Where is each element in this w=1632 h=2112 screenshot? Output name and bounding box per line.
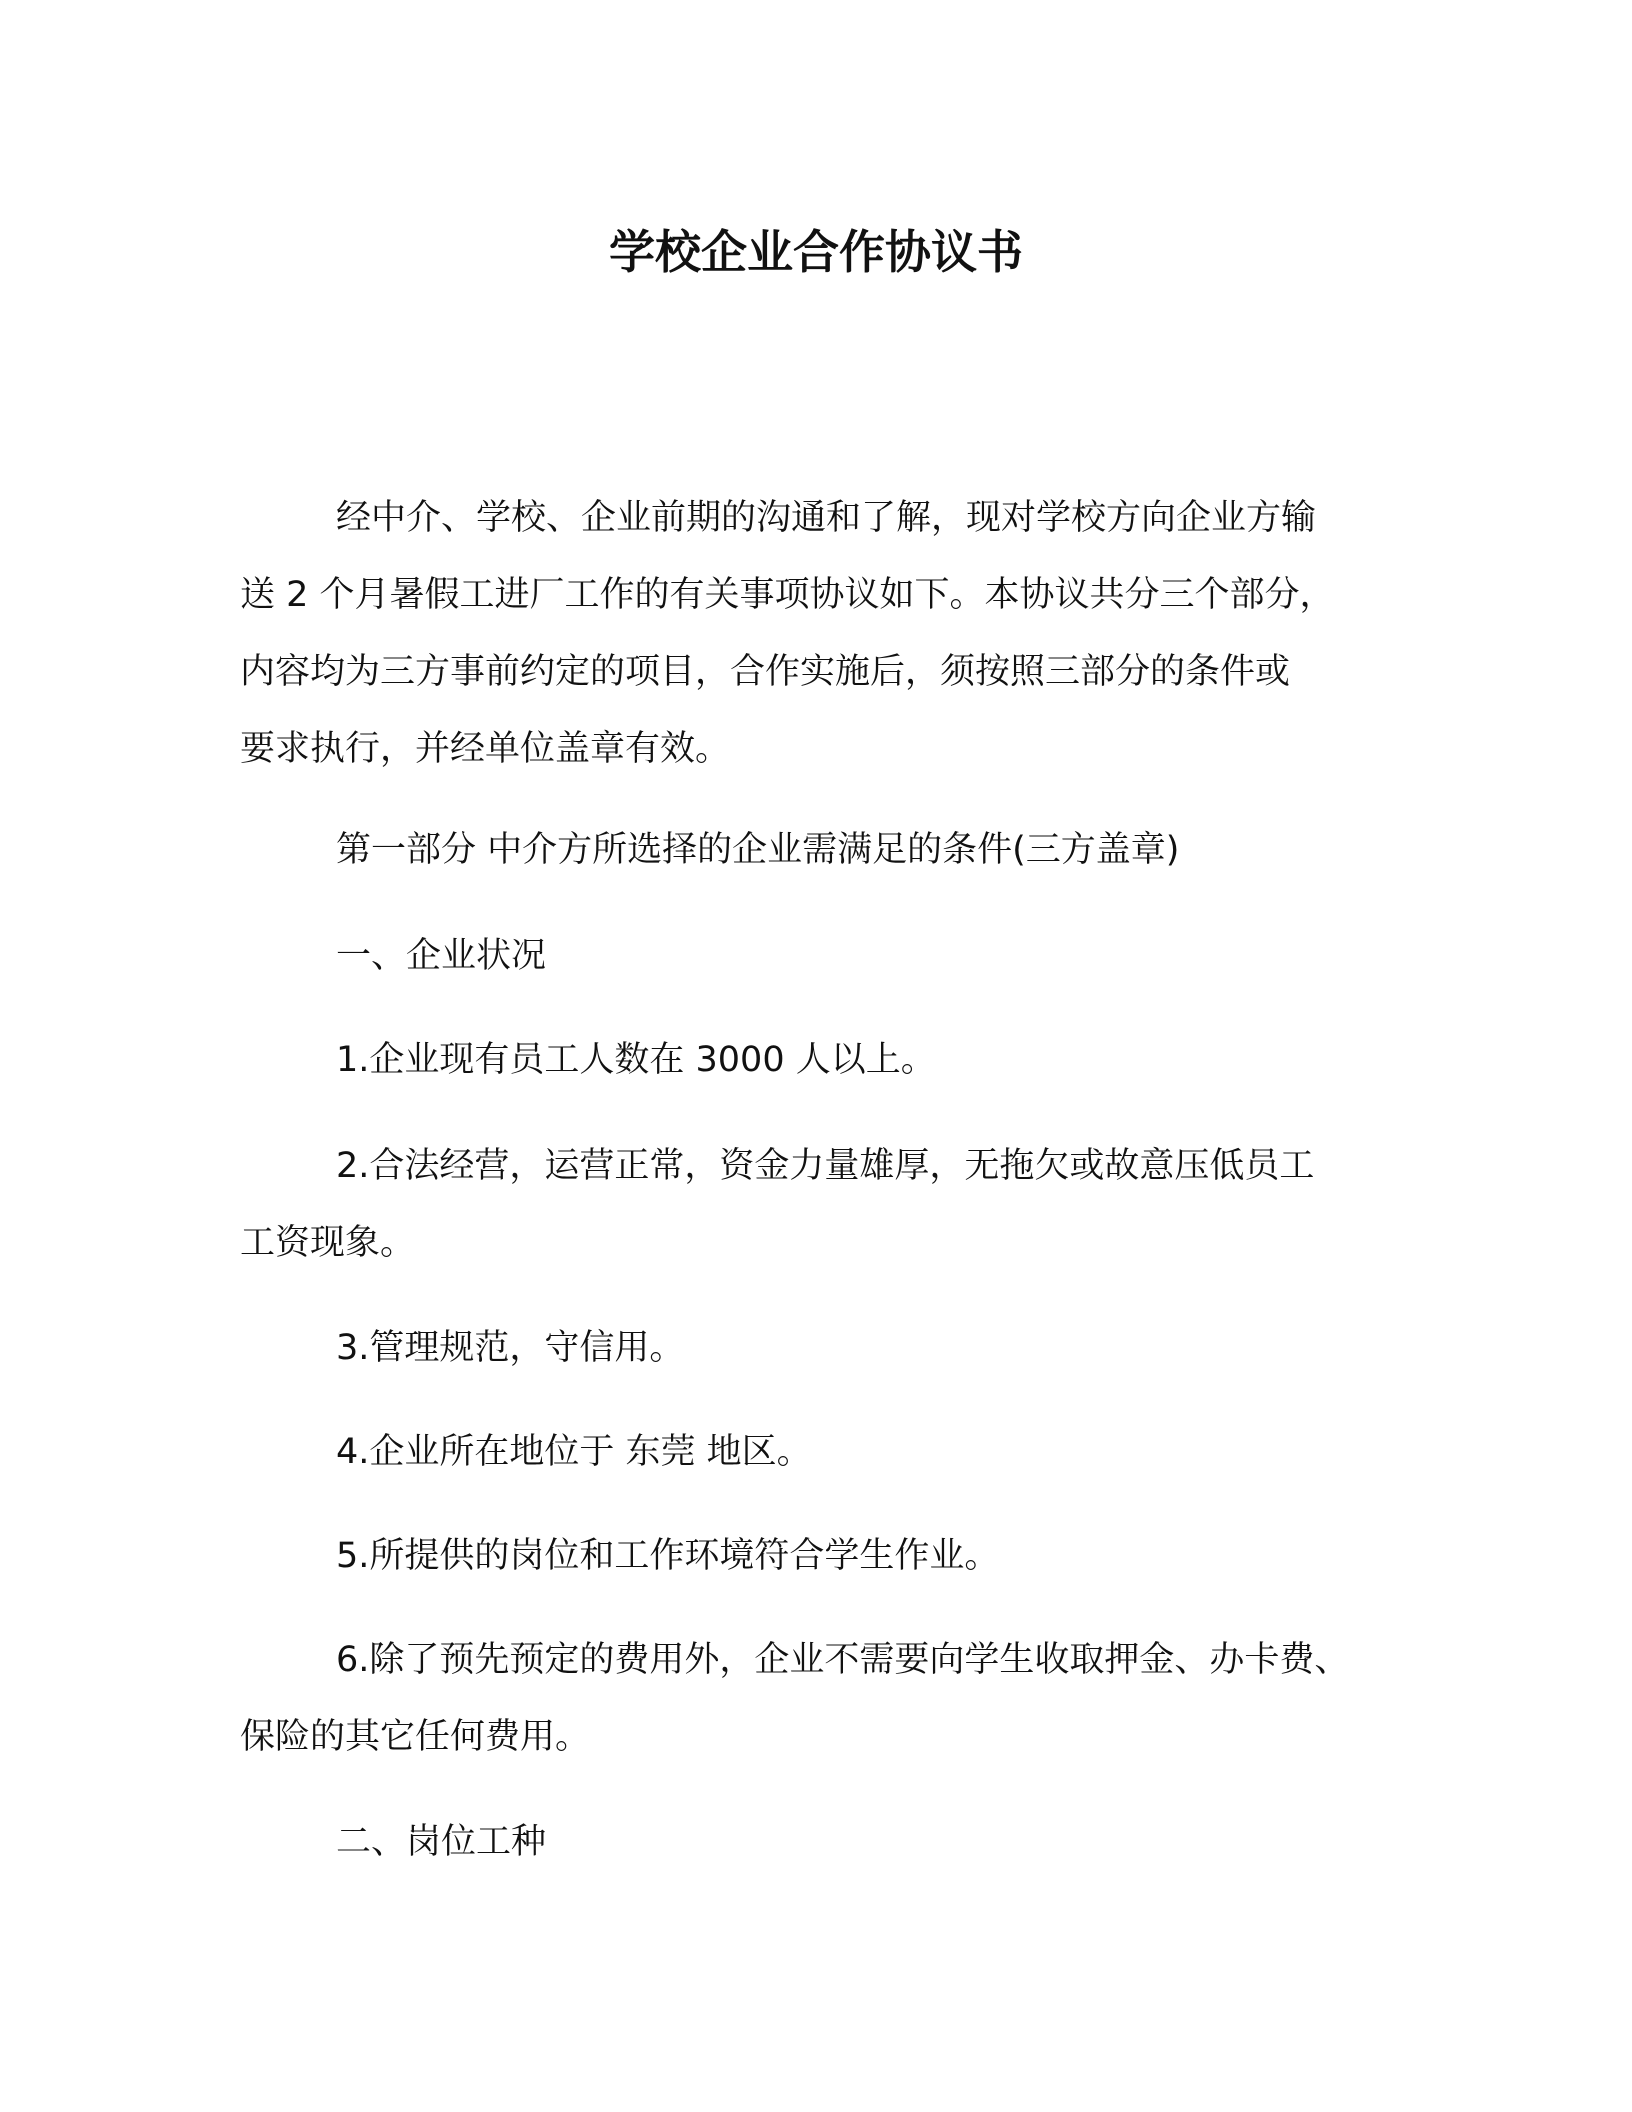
list-item-text: 保险的其它任何费用。 (240, 1717, 591, 1757)
list-item-1 (240, 1022, 1400, 1099)
list-item-5 (240, 1518, 1400, 1595)
section1-heading: 一、企业状况 (336, 936, 547, 976)
list-item-text: 工资现象。 (240, 1223, 416, 1263)
section2-heading-block (240, 1804, 1400, 1881)
list-item-2 (240, 1128, 1400, 1282)
section2-heading: 二、岗位工种 (336, 1822, 547, 1862)
list-item-6 (240, 1622, 1400, 1776)
part1-heading: 第一部分 中介方所选择的企业需满足的条件(三方盖章) (336, 830, 1180, 870)
intro-line: 送 2 个月暑假工进厂工作的有关事项协议如下。本协议共分三个部分， (240, 575, 1335, 615)
list-item-text: 6.除了预先预定的费用外，企业不需要向学生收取押金、办卡费、 (336, 1640, 1350, 1680)
intro-paragraph (240, 480, 1400, 788)
part1-heading-block (240, 812, 1400, 889)
list-item-text: 5.所提供的岗位和工作环境符合学生作业。 (336, 1536, 1000, 1576)
list-item-text: 1.企业现有员工人数在 3000 人以上。 (336, 1040, 936, 1080)
intro-line: 内容均为三方事前约定的项目，合作实施后，须按照三部分的条件或 (240, 652, 1291, 692)
list-item-4 (240, 1414, 1400, 1491)
list-item-text: 4.企业所在地位于 东莞 地区。 (336, 1432, 812, 1472)
section1-heading-block (240, 918, 1400, 995)
intro-line: 经中介、学校、企业前期的沟通和了解，现对学校方向企业方输 (336, 498, 1317, 538)
document-title: 学校企业合作协议书 (609, 225, 1023, 279)
intro-line: 要求执行，并经单位盖章有效。 (240, 729, 731, 769)
list-item-3 (240, 1310, 1400, 1387)
list-item-text: 2.合法经营，运营正常，资金力量雄厚，无拖欠或故意压低员工 (336, 1146, 1315, 1186)
list-item-text: 3.管理规范，守信用。 (336, 1328, 685, 1368)
